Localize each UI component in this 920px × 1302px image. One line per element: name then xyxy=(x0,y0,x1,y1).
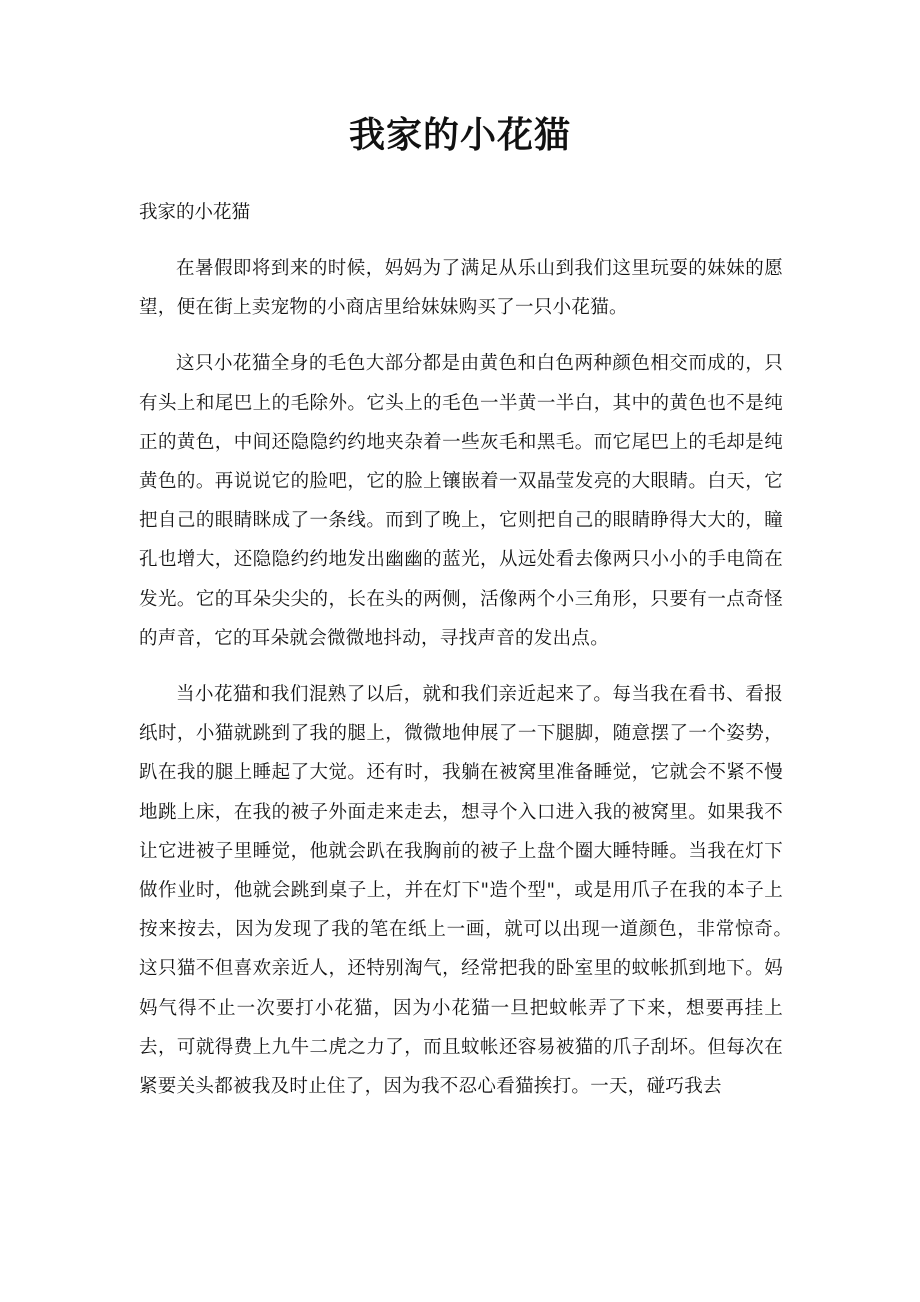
document-body xyxy=(139,249,821,1123)
paragraph-3: 当小花猫和我们混熟了以后，就和我们亲近起来了。每当我在看书、看报纸时，小猫就跳到了我的腿上，微微地伸展了一下腿脚，随意摆了一个姿势，趴在我的腿上睡起了大觉。还有时，我躺在被窝里准备睡觉，它就会不紧不慢地跳上床，在我的被子外面走来走去，想寻个入口进入我的被窝里。如果我不让它进被子里睡觉，他就会趴在我胸前的被子上盘个圈大睡特睡。当我在灯下做作业时，他就会跳到桌子上，并在灯下"造个型"，或是用爪子在我的本子上按来按去，因为发现了我的笔在纸上一画，就可以出现一道颜色，非常惊奇。 这只猫不但喜欢亲近人，还特别淘气，经常把我的卧室里的蚊帐抓到地下。妈妈气得不止一次要打小花猫，因为小花猫一旦把蚊帐弄了下来，想要再挂上去，可就得费上九牛二虎之力了，而且蚊帐还容易被猫的爪子刮坏。但每次在紧要关头都被我及时止住了，因为我不忍心看猫挨打。一天，碰巧我去 xyxy=(139,684,821,1098)
paragraph-2: 这只小花猫全身的毛色大部分都是由黄色和白色两种颜色相交而成的，只有头上和尾巴上的毛除外。它头上的毛色一半黄一半白，其中的黄色也不是纯正的黄色，中间还隐隐约约地夹杂着一些灰毛和黑毛。而它尾巴上的毛却是纯黄色的。再说说它的脸吧，它的脸上镶嵌着一双晶莹发亮的大眼睛。白天，它把自己的眼睛眯成了一条线。而到了晚上，它则把自己的眼睛睁得大大的，瞳孔也增大，还隐隐约约地发出幽幽的蓝光，从远处看去像两只小小的手电筒在发光。它的耳朵尖尖的，长在头的两侧，活像两个小三角形，只要有一点奇怪的声音，它的耳朵就会微微地抖动，寻找声音的发出点。 xyxy=(139,353,783,649)
document-title: 我家的小花猫 xyxy=(348,114,571,156)
document-subtitle: 我家的小花猫 xyxy=(139,202,251,223)
paragraph-1: 在暑假即将到来的时候，妈妈为了满足从乐山到我们这里玩耍的妹妹的愿望，便在街上卖宠物的小商店里给妹妹购买了一只小花猫。 xyxy=(139,258,783,319)
